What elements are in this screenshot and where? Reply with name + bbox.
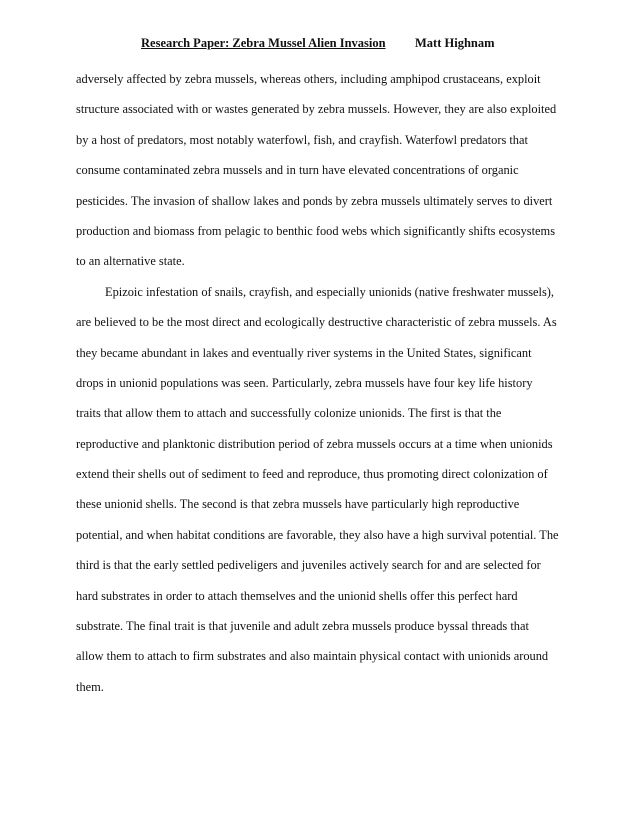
text-line: pesticides. The invasion of shallow lakes and ponds by zebra mussels ultimately serves to divert bbox=[76, 193, 553, 208]
author-name: Matt Highnam bbox=[415, 36, 495, 50]
text-line: them. bbox=[76, 679, 104, 694]
text-line: they became abundant in lakes and eventually river systems in the United States, significant bbox=[76, 345, 532, 360]
text-line: allow them to attach to firm substrates and also maintain physical contact with unionids around bbox=[76, 649, 549, 664]
text-line: structure associated with or wastes generated by zebra mussels. However, they are also exploited bbox=[76, 102, 557, 117]
text-line: third is that the early settled pediveligers and juveniles actively search for and are selected for bbox=[76, 558, 541, 573]
text-line: drops in unionid populations was seen. Particularly, zebra mussels have four key life history bbox=[76, 375, 533, 390]
paper-title: Research Paper: Zebra Mussel Alien Invasion bbox=[141, 36, 386, 50]
text-line: consume contaminated zebra mussels and in turn have elevated concentrations of organic bbox=[76, 163, 519, 178]
text-line: are believed to be the most direct and ecologically destructive characteristic of zebra mussels. As bbox=[76, 315, 557, 330]
text-line: extend their shells out of sediment to feed and reproduce, thus promoting direct colonization of bbox=[76, 467, 548, 482]
text-line: adversely affected by zebra mussels, whereas others, including amphipod crustaceans, exploit bbox=[76, 72, 541, 86]
text-line: production and biomass from pelagic to benthic food webs which significantly shifts ecosystems bbox=[76, 223, 556, 238]
text-line: potential, and when habitat conditions are favorable, they also have a high survival potential. The bbox=[76, 527, 559, 542]
text-line: Epizoic infestation of snails, crayfish, and especially unionids (native freshwater mussels), bbox=[105, 284, 555, 299]
running-header bbox=[0, 36, 638, 56]
text-line: by a host of predators, most notably waterfowl, fish, and crayfish. Waterfowl predators that bbox=[76, 132, 528, 147]
text-line: traits that allow them to attach and successfully colonize unionids. The first is that the bbox=[76, 406, 502, 421]
text-line: hard substrates in order to attach themselves and the unionid shells offer this perfect hard bbox=[76, 588, 518, 603]
text-line: reproductive and planktonic distribution period of zebra mussels occurs at a time when unionids bbox=[76, 436, 553, 451]
body-text bbox=[76, 68, 572, 706]
text-line: substrate. The final trait is that juvenile and adult zebra mussels produce byssal threads that bbox=[76, 619, 529, 634]
text-line: to an alternative state. bbox=[76, 254, 185, 269]
text-line: these unionid shells. The second is that zebra mussels have particularly high reproductive bbox=[76, 497, 520, 512]
